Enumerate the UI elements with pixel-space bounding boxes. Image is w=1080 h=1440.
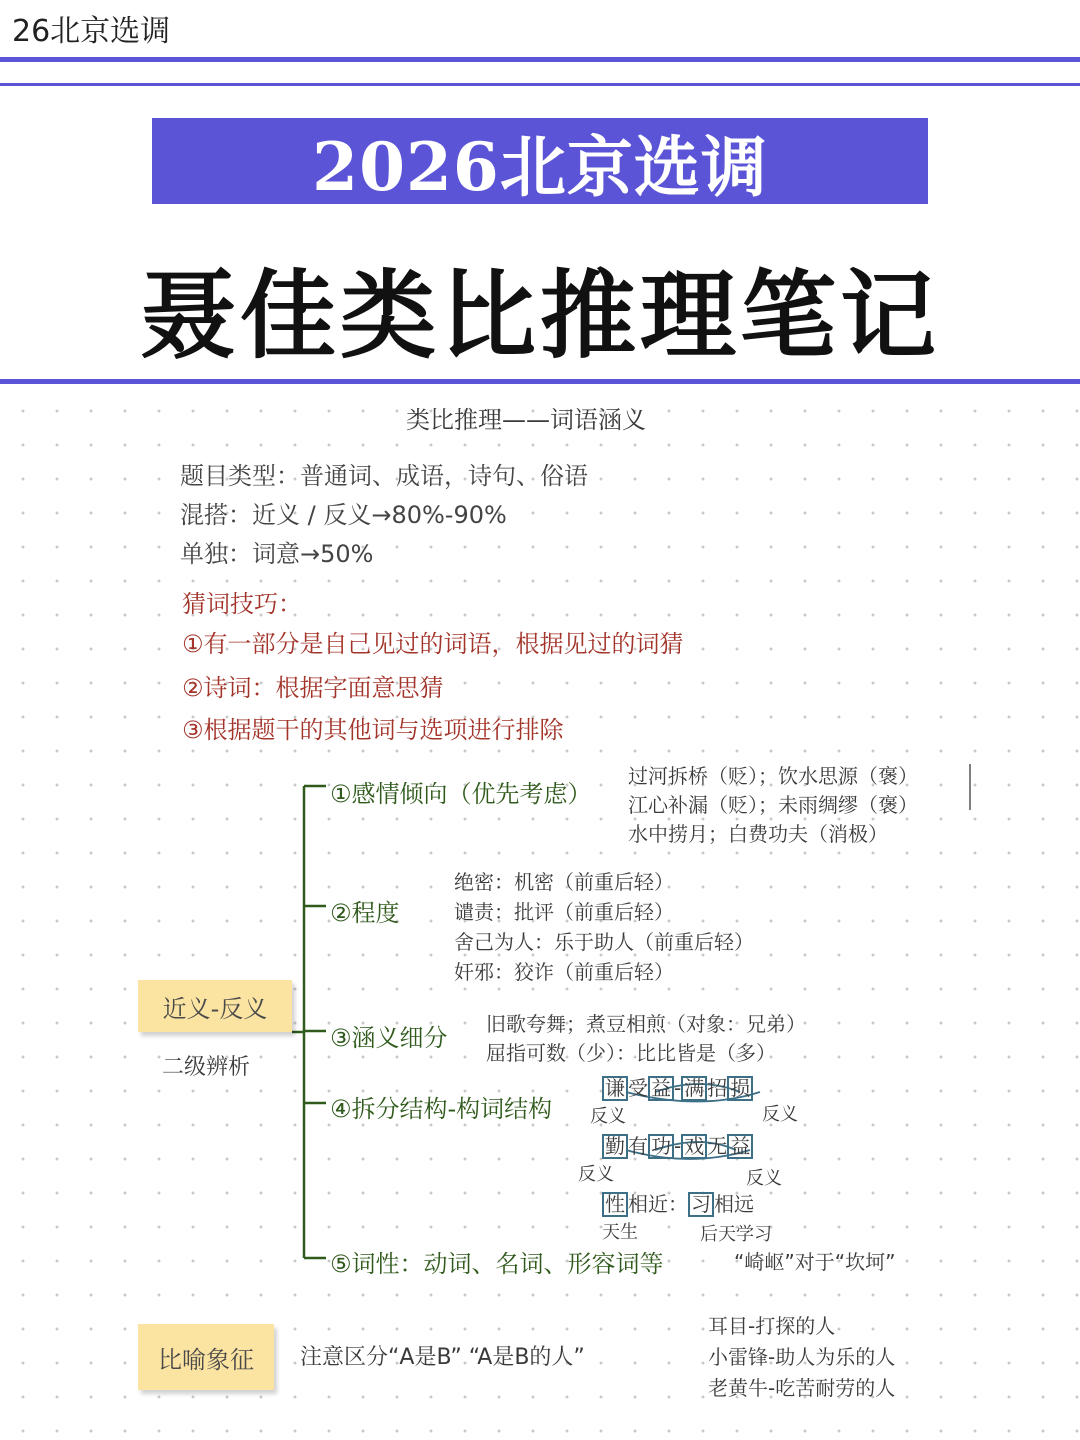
title-rule xyxy=(0,379,1080,384)
branch-example: 屈指可数（少）：比比皆是（多） xyxy=(486,1041,776,1065)
header-rule-top xyxy=(0,57,1080,62)
info-line: 单独：词意→50% xyxy=(180,540,374,568)
branch-example: 奸邪：狡诈（前重后轻） xyxy=(454,960,674,984)
info-line: 题目类型：普通词、成语，诗句、俗语 xyxy=(180,462,588,490)
notes-page xyxy=(0,386,1080,1440)
metaphor-example: 耳目-打探的人 xyxy=(708,1314,836,1338)
branch-example: “崎岖”对于“坎坷” xyxy=(734,1250,896,1274)
branch-pos: ⑤词性：动词、名词、形容词等 xyxy=(330,1250,664,1278)
header-title: 26北京选调 xyxy=(12,14,171,49)
page-title: 聂佳类比推理笔记 xyxy=(140,260,940,372)
guess-item: ②诗词：根据字面意思猜 xyxy=(182,674,444,702)
branch-example: 旧歌夸舞；煮豆相煎（对象：兄弟） xyxy=(486,1012,806,1036)
structure-row-2: 勤 有 功 - 戏 无 益 xyxy=(602,1130,753,1159)
title-banner xyxy=(152,118,928,204)
tag-secondary: 二级辨析 xyxy=(162,1055,251,1080)
acquired-label: 后天学习 xyxy=(700,1224,772,1245)
tag-metaphor: 比喻象征 xyxy=(138,1324,274,1390)
branch-example: 谴责：批评（前重后轻） xyxy=(454,900,674,924)
banner-text: 2026北京选调 xyxy=(312,127,768,206)
structure-row-3: 性 相近： 习 相远 xyxy=(602,1188,754,1217)
innate-label: 天生 xyxy=(602,1222,638,1243)
branch-structure: ④拆分结构-构词结构 xyxy=(330,1095,553,1123)
antonym-label: 反义 xyxy=(578,1164,614,1185)
guess-title: 猜词技巧： xyxy=(182,590,302,618)
branch-meaning: ③涵义细分 xyxy=(330,1024,448,1052)
tag-synonym-antonym: 近义-反义 xyxy=(138,980,292,1032)
branch-example: 江心补漏（贬）；未雨绸缪（褒） xyxy=(628,793,918,817)
antonym-label: 反义 xyxy=(762,1104,798,1125)
branch-example: 过河拆桥（贬）；饮水思源（褒） xyxy=(628,764,918,788)
branch-example: 水中捞月；白费功夫（消极） xyxy=(628,822,888,846)
header-rule-bottom xyxy=(0,83,1080,86)
antonym-label: 反义 xyxy=(590,1106,626,1127)
guess-item: ③根据题干的其他词与选项进行排除 xyxy=(182,716,564,744)
metaphor-note: 注意区分“A是B” “A是B的人” xyxy=(300,1345,585,1370)
info-line: 混搭：近义 / 反义→80%-90% xyxy=(180,501,507,529)
metaphor-example: 老黄牛-吃苦耐劳的人 xyxy=(708,1376,896,1400)
branch-example: 绝密：机密（前重后轻） xyxy=(454,870,674,894)
metaphor-example: 小雷锋-助人为乐的人 xyxy=(708,1345,896,1369)
top-bar xyxy=(0,0,1080,56)
branch-example: 舍己为人：乐于助人（前重后轻） xyxy=(454,930,754,954)
notes-heading: 类比推理——词语涵义 xyxy=(406,406,646,434)
structure-row-1: 谦 受 益 - 满 招 损 xyxy=(602,1072,753,1101)
branch-emotion: ①感情倾向（优先考虑） xyxy=(330,780,592,808)
guess-item: ①有一部分是自己见过的词语，根据见过的词猜 xyxy=(182,630,684,658)
branch-degree: ②程度 xyxy=(330,899,400,927)
antonym-label: 反义 xyxy=(746,1168,782,1189)
